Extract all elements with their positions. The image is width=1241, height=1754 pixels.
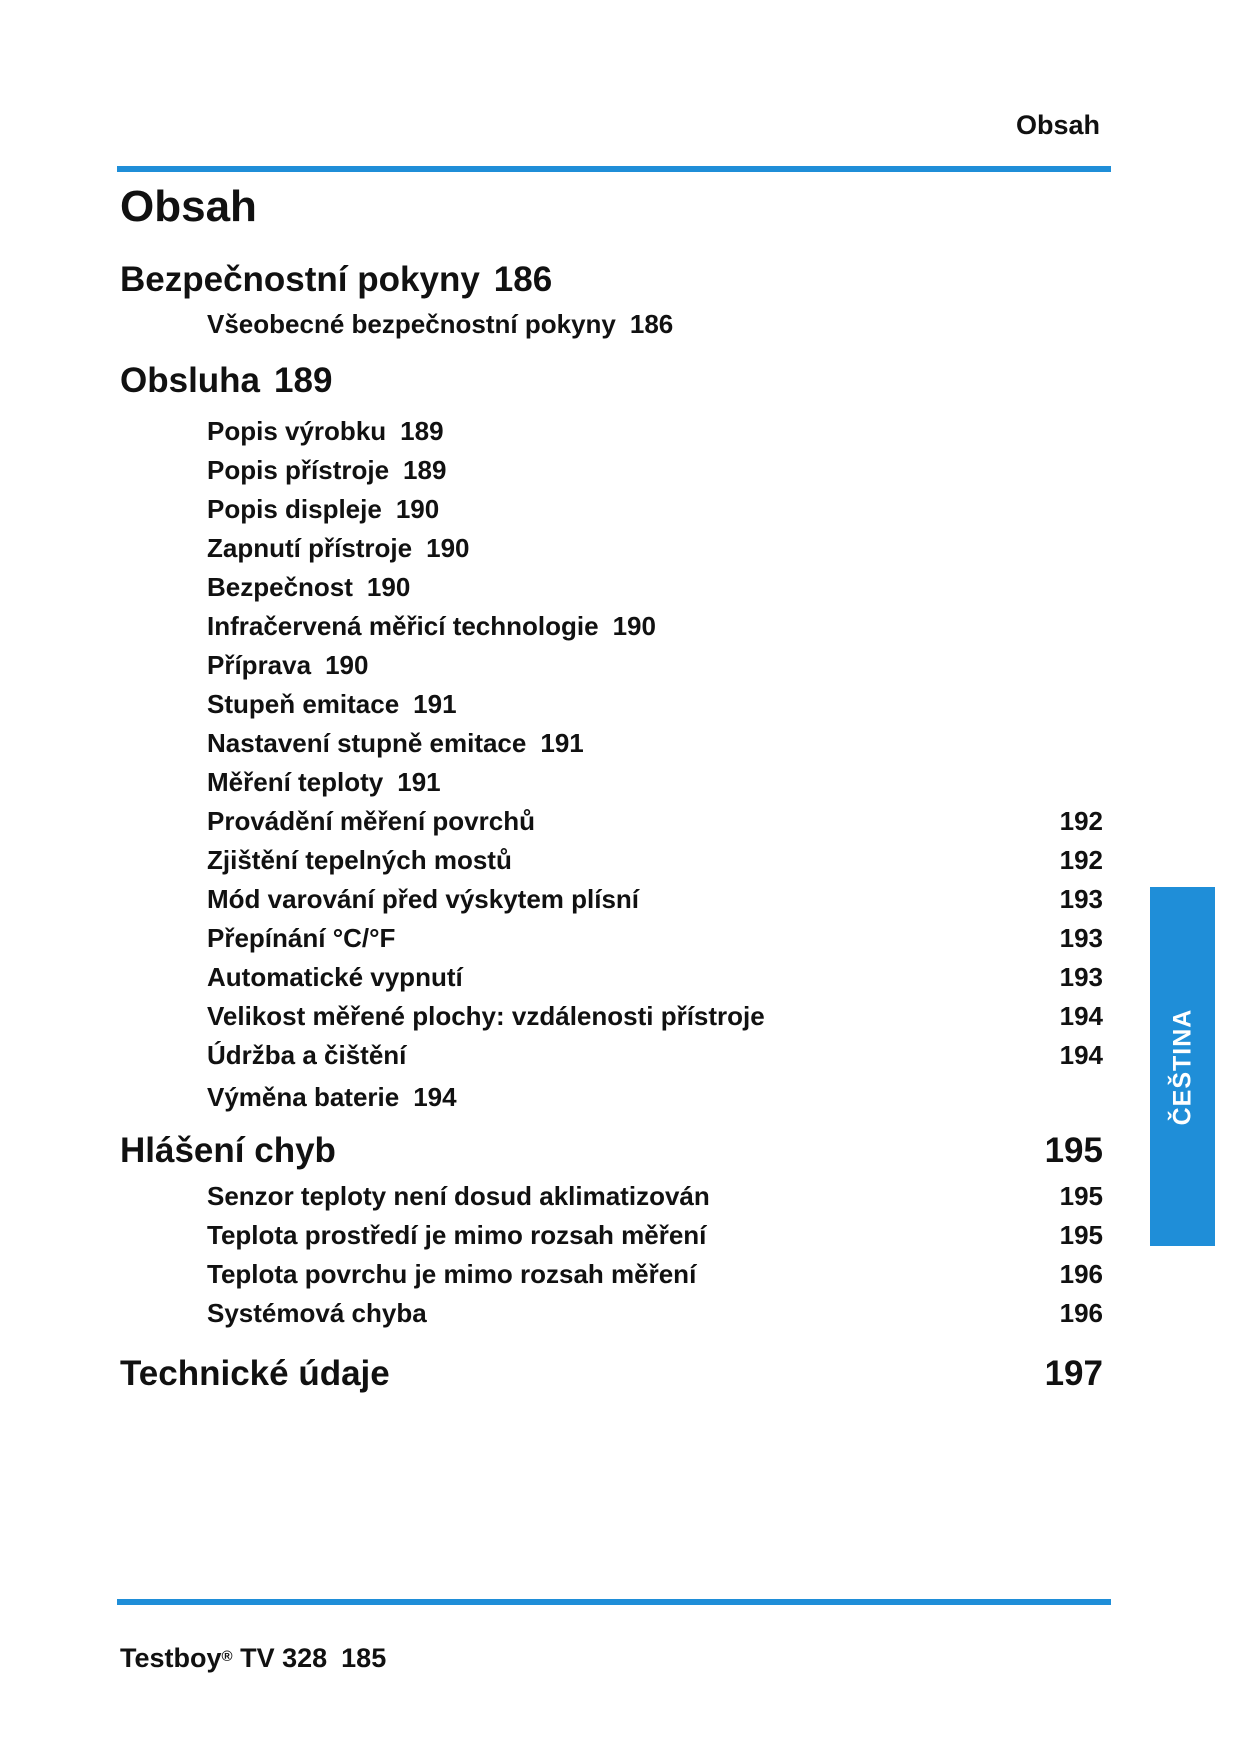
- toc-item-label: Teplota povrchu je mimo rozsah měření: [207, 1259, 697, 1289]
- footer-page-number: 185: [341, 1643, 387, 1673]
- toc-section-title: Obsluha: [120, 361, 261, 400]
- page-title: Obsah: [120, 182, 257, 231]
- toc-item[interactable]: [207, 962, 463, 993]
- toc-item-label: Provádění měření povrchů: [207, 806, 535, 836]
- toc-item-label: Mód varování před výskytem plísní: [207, 884, 640, 914]
- toc-item-page: 196: [1059, 1298, 1103, 1328]
- footer: [120, 1643, 386, 1674]
- toc-item-label: Stupeň emitace: [207, 689, 400, 719]
- toc-item[interactable]: [207, 309, 673, 340]
- toc-item-page: 190: [395, 494, 440, 524]
- toc-item-page: 191: [540, 728, 584, 758]
- toc-item-label: Popis displeje: [207, 494, 382, 524]
- toc-item[interactable]: [207, 1040, 406, 1071]
- toc-item-label: Nastavení stupně emitace: [207, 728, 527, 758]
- toc-item[interactable]: [207, 923, 395, 954]
- toc-item[interactable]: [207, 767, 441, 798]
- toc-section-page: 186: [493, 260, 553, 299]
- toc-item-page: 192: [1059, 845, 1103, 875]
- toc-item-page: 191: [413, 689, 457, 719]
- toc-section-page: 197: [1044, 1354, 1103, 1393]
- toc-item-label: Velikost měřené plochy: vzdálenosti přístroje: [207, 1001, 765, 1031]
- toc-item-page: 196: [1059, 1259, 1103, 1289]
- registered-mark: ®: [221, 1648, 233, 1665]
- toc-item[interactable]: [207, 494, 439, 525]
- toc-item-label: Senzor teploty není dosud aklimatizován: [207, 1181, 710, 1211]
- toc-item-page: 194: [1059, 1001, 1103, 1031]
- toc-item[interactable]: [207, 884, 639, 915]
- footer-model: TV 328: [240, 1643, 328, 1673]
- toc-item-label: Zjištění tepelných mostů: [207, 845, 512, 875]
- toc-item[interactable]: [207, 611, 656, 642]
- toc-item-label: Výměna baterie: [207, 1082, 400, 1112]
- toc-item-page: 193: [1059, 884, 1103, 914]
- toc-item[interactable]: [207, 455, 446, 486]
- toc-item-page: 195: [1059, 1220, 1103, 1250]
- toc-section-title: Hlášení chyb: [120, 1131, 336, 1170]
- toc-item[interactable]: [207, 1220, 706, 1251]
- toc-item-page: 190: [366, 572, 411, 602]
- toc-item-page: 186: [629, 309, 674, 339]
- footer-brand: Testboy: [120, 1643, 222, 1673]
- toc-item-label: Údržba a čištění: [207, 1040, 407, 1070]
- toc-item[interactable]: [207, 1181, 710, 1212]
- toc-item-label: Zapnutí přístroje: [207, 533, 413, 563]
- toc-item-label: Teplota prostředí je mimo rozsah měření: [207, 1220, 707, 1250]
- toc-item[interactable]: [207, 806, 535, 837]
- toc-item[interactable]: [207, 416, 444, 447]
- toc-item-page: 189: [400, 416, 444, 446]
- running-header-title: Obsah: [1015, 110, 1100, 140]
- header-rule: [117, 166, 1111, 172]
- toc-section-safety[interactable]: [120, 260, 552, 300]
- toc-section-title: Technické údaje: [120, 1354, 390, 1393]
- language-tab-label: ČEŠTINA: [1168, 1008, 1196, 1125]
- toc-item-page: 194: [413, 1082, 457, 1112]
- toc-item-page: 189: [403, 455, 447, 485]
- toc-item[interactable]: [207, 1001, 765, 1032]
- toc-item[interactable]: [207, 845, 512, 876]
- toc-item[interactable]: [207, 1259, 696, 1290]
- toc-item-label: Automatické vypnutí: [207, 962, 463, 992]
- toc-item-page: 190: [612, 611, 656, 641]
- toc-item-label: Bezpečnost: [207, 572, 353, 602]
- toc-item-label: Infračervená měřicí technologie: [207, 611, 599, 641]
- toc-section-title: Bezpečnostní pokyny: [120, 260, 480, 299]
- toc-section-page: 195: [1044, 1131, 1103, 1170]
- toc-section-operation[interactable]: [120, 361, 332, 401]
- toc-item-label: Popis výrobku: [207, 416, 387, 446]
- language-tab[interactable]: [1150, 887, 1215, 1246]
- toc-section-specs[interactable]: [120, 1354, 390, 1394]
- toc-section-page: 189: [274, 361, 333, 400]
- toc-item-label: Přepínání °C/°F: [207, 923, 396, 953]
- toc-item[interactable]: [207, 572, 410, 603]
- toc-item[interactable]: [207, 533, 470, 564]
- toc-item-page: 191: [397, 767, 441, 797]
- toc-section-errors[interactable]: [120, 1131, 336, 1171]
- toc-item-label: Měření teploty: [207, 767, 384, 797]
- toc-item[interactable]: [207, 689, 457, 720]
- footer-rule: [117, 1599, 1111, 1605]
- toc-item-page: 193: [1059, 923, 1103, 953]
- toc-item-label: Všeobecné bezpečnostní pokyny: [207, 309, 616, 339]
- toc-item-page: 190: [325, 650, 369, 680]
- toc-item-page: 195: [1059, 1181, 1103, 1211]
- toc-item-label: Příprava: [207, 650, 312, 680]
- toc-item-page: 192: [1059, 806, 1103, 836]
- toc-item-page: 190: [426, 533, 470, 563]
- toc-item-page: 193: [1059, 962, 1103, 992]
- toc-item[interactable]: [207, 728, 584, 759]
- toc-item-label: Popis přístroje: [207, 455, 390, 485]
- toc-item-label: Systémová chyba: [207, 1298, 427, 1328]
- toc-item[interactable]: [207, 650, 368, 681]
- toc-item[interactable]: [207, 1298, 427, 1329]
- toc-item[interactable]: [207, 1082, 457, 1113]
- toc-item-page: 194: [1059, 1040, 1103, 1070]
